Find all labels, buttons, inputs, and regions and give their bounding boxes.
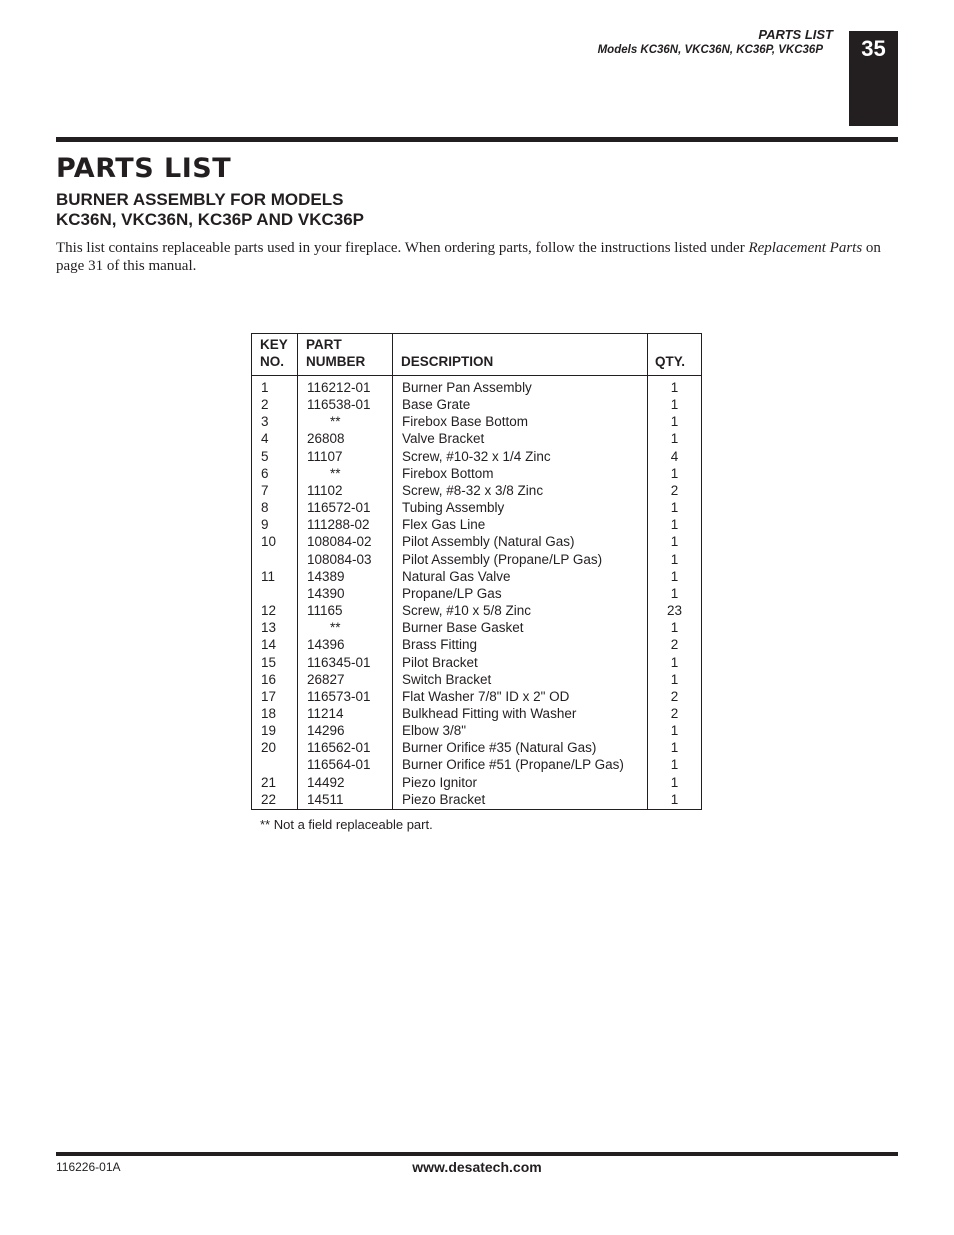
table-row bbox=[252, 533, 702, 550]
cell-qty: 1 bbox=[670, 585, 679, 601]
cell-key-no bbox=[252, 756, 298, 773]
table-row bbox=[252, 516, 702, 533]
cell-key-no: 16 bbox=[252, 671, 298, 688]
cell-qty: 1 bbox=[670, 723, 679, 739]
cell-key-no: 17 bbox=[252, 688, 298, 705]
cell-key-no: 14 bbox=[252, 636, 298, 653]
table-row bbox=[252, 482, 702, 499]
cell-description: Flex Gas Line bbox=[393, 516, 648, 533]
cell-qty: 1 bbox=[670, 431, 679, 447]
cell-part-number: 11107 bbox=[298, 448, 393, 465]
cell-qty: 1 bbox=[670, 380, 679, 395]
header-part-line1: PART bbox=[306, 337, 342, 352]
cell-description: Pilot Assembly (Propane/LP Gas) bbox=[393, 551, 648, 568]
page-title: PARTS LIST bbox=[56, 153, 232, 184]
cell-part-number: 11165 bbox=[298, 602, 393, 619]
cell-key-no: 1 bbox=[252, 376, 298, 397]
cell-qty: 1 bbox=[670, 465, 679, 481]
cell-key-no: 20 bbox=[252, 739, 298, 756]
table-row bbox=[252, 585, 702, 602]
cell-qty: 23 bbox=[666, 603, 683, 619]
cell-key-no: 12 bbox=[252, 602, 298, 619]
table-row bbox=[252, 791, 702, 810]
cell-qty: 2 bbox=[670, 688, 679, 704]
cell-key-no: 5 bbox=[252, 448, 298, 465]
cell-key-no: 15 bbox=[252, 654, 298, 671]
cell-part-number: 116564-01 bbox=[298, 756, 393, 773]
cell-key-no: 7 bbox=[252, 482, 298, 499]
cell-description: Tubing Assembly bbox=[393, 499, 648, 516]
cell-description: Burner Pan Assembly bbox=[393, 376, 648, 397]
cell-part-number: ** bbox=[298, 413, 393, 430]
cell-part-number: 11214 bbox=[298, 705, 393, 722]
table-row bbox=[252, 688, 702, 705]
table-row bbox=[252, 722, 702, 739]
parts-table-body bbox=[252, 376, 702, 810]
page-number: 35 bbox=[861, 36, 886, 61]
cell-part-number: 111288-02 bbox=[298, 516, 393, 533]
table-row bbox=[252, 568, 702, 585]
section-subtitle bbox=[56, 190, 364, 230]
cell-part-number: 14396 bbox=[298, 636, 393, 653]
cell-part-number: 116345-01 bbox=[298, 654, 393, 671]
cell-qty: 2 bbox=[670, 705, 679, 721]
header-description: DESCRIPTION bbox=[393, 334, 648, 376]
table-row bbox=[252, 430, 702, 447]
cell-key-no: 22 bbox=[252, 791, 298, 810]
table-row bbox=[252, 499, 702, 516]
cell-description: Firebox Bottom bbox=[393, 465, 648, 482]
cell-qty: 1 bbox=[670, 654, 679, 670]
cell-description: Burner Orifice #35 (Natural Gas) bbox=[393, 739, 648, 756]
cell-description: Natural Gas Valve bbox=[393, 568, 648, 585]
website-link[interactable]: www.desatech.com bbox=[412, 1159, 542, 1175]
header-key-no bbox=[252, 334, 298, 376]
document-number: 116226-01A bbox=[56, 1160, 121, 1174]
table-row bbox=[252, 654, 702, 671]
cell-description: Brass Fitting bbox=[393, 636, 648, 653]
cell-qty: 1 bbox=[670, 397, 679, 413]
cell-qty: 1 bbox=[670, 500, 679, 516]
intro-emphasis: Replacement Parts bbox=[748, 240, 863, 256]
table-row bbox=[252, 602, 702, 619]
cell-qty: 1 bbox=[670, 517, 679, 533]
cell-description: Pilot Bracket bbox=[393, 654, 648, 671]
cell-description: Switch Bracket bbox=[393, 671, 648, 688]
header-part-line2: NUMBER bbox=[306, 354, 366, 369]
cell-part-number: 26827 bbox=[298, 671, 393, 688]
cell-description: Burner Orifice #51 (Propane/LP Gas) bbox=[393, 756, 648, 773]
header-key-line1: KEY bbox=[260, 337, 288, 352]
cell-part-number: 108084-02 bbox=[298, 533, 393, 550]
cell-key-no: 6 bbox=[252, 465, 298, 482]
cell-key-no: 8 bbox=[252, 499, 298, 516]
cell-qty: 2 bbox=[670, 637, 679, 653]
table-row bbox=[252, 551, 702, 568]
cell-qty: 2 bbox=[670, 482, 679, 498]
cell-key-no: 9 bbox=[252, 516, 298, 533]
cell-qty: 1 bbox=[670, 414, 679, 430]
cell-key-no: 21 bbox=[252, 774, 298, 791]
cell-qty: 1 bbox=[670, 620, 679, 636]
table-row bbox=[252, 413, 702, 430]
cell-key-no: 4 bbox=[252, 430, 298, 447]
cell-description: Base Grate bbox=[393, 396, 648, 413]
cell-part-number: 116572-01 bbox=[298, 499, 393, 516]
cell-qty: 1 bbox=[670, 534, 679, 550]
header-models: Models KC36N, VKC36N, KC36P, VKC36P bbox=[597, 44, 823, 56]
intro-text-before: This list contains replaceable parts used in your fireplace. When ordering parts, follow the instructions listed under bbox=[56, 240, 749, 256]
cell-key-no bbox=[252, 551, 298, 568]
cell-qty: 1 bbox=[670, 774, 679, 790]
cell-part-number: 11102 bbox=[298, 482, 393, 499]
cell-qty: 1 bbox=[670, 551, 679, 567]
table-row bbox=[252, 774, 702, 791]
table-row bbox=[252, 448, 702, 465]
cell-part-number: 26808 bbox=[298, 430, 393, 447]
cell-description: Bulkhead Fitting with Washer bbox=[393, 705, 648, 722]
cell-part-number: 116573-01 bbox=[298, 688, 393, 705]
parts-table bbox=[251, 333, 702, 810]
cell-key-no: 18 bbox=[252, 705, 298, 722]
cell-part-number: 14492 bbox=[298, 774, 393, 791]
subtitle-line-1: BURNER ASSEMBLY FOR MODELS bbox=[56, 190, 344, 209]
top-divider bbox=[56, 137, 898, 142]
cell-key-no: 3 bbox=[252, 413, 298, 430]
cell-part-number: 14390 bbox=[298, 585, 393, 602]
cell-description: Burner Base Gasket bbox=[393, 619, 648, 636]
cell-part-number: 108084-03 bbox=[298, 551, 393, 568]
cell-part-number: ** bbox=[298, 619, 393, 636]
header-section-title: PARTS LIST bbox=[758, 27, 833, 42]
page-number-tab bbox=[849, 31, 898, 126]
cell-key-no: 2 bbox=[252, 396, 298, 413]
table-row bbox=[252, 465, 702, 482]
cell-part-number: 14389 bbox=[298, 568, 393, 585]
cell-qty: 1 bbox=[670, 568, 679, 584]
cell-part-number: 14511 bbox=[298, 791, 393, 810]
cell-key-no: 19 bbox=[252, 722, 298, 739]
cell-key-no: 11 bbox=[252, 568, 298, 585]
table-row bbox=[252, 756, 702, 773]
table-row bbox=[252, 705, 702, 722]
table-header-row bbox=[252, 334, 702, 376]
table-row bbox=[252, 376, 702, 397]
subtitle-line-2: KC36N, VKC36N, KC36P AND VKC36P bbox=[56, 210, 364, 229]
cell-qty: 1 bbox=[670, 791, 679, 807]
header-part-number bbox=[298, 334, 393, 376]
cell-part-number: 116562-01 bbox=[298, 739, 393, 756]
cell-description: Screw, #8-32 x 3/8 Zinc bbox=[393, 482, 648, 499]
cell-description: Piezo Ignitor bbox=[393, 774, 648, 791]
table-row bbox=[252, 619, 702, 636]
cell-part-number: 116538-01 bbox=[298, 396, 393, 413]
cell-qty: 1 bbox=[670, 740, 679, 756]
header-qty: QTY. bbox=[648, 334, 702, 376]
table-row bbox=[252, 739, 702, 756]
cell-description: Firebox Base Bottom bbox=[393, 413, 648, 430]
cell-key-no: 10 bbox=[252, 533, 298, 550]
table-row bbox=[252, 636, 702, 653]
cell-key-no bbox=[252, 585, 298, 602]
cell-description: Elbow 3/8" bbox=[393, 722, 648, 739]
cell-part-number: 14296 bbox=[298, 722, 393, 739]
intro-paragraph bbox=[56, 239, 898, 275]
cell-qty: 4 bbox=[670, 448, 679, 464]
table-row bbox=[252, 671, 702, 688]
footnote: ** Not a field replaceable part. bbox=[260, 817, 433, 832]
cell-description: Flat Washer 7/8" ID x 2" OD bbox=[393, 688, 648, 705]
cell-key-no: 13 bbox=[252, 619, 298, 636]
header-key-line2: NO. bbox=[260, 354, 285, 369]
table-row bbox=[252, 396, 702, 413]
cell-part-number: ** bbox=[298, 465, 393, 482]
cell-qty: 1 bbox=[670, 757, 679, 773]
cell-description: Pilot Assembly (Natural Gas) bbox=[393, 533, 648, 550]
cell-description: Screw, #10 x 5/8 Zinc bbox=[393, 602, 648, 619]
cell-description: Valve Bracket bbox=[393, 430, 648, 447]
cell-description: Propane/LP Gas bbox=[393, 585, 648, 602]
cell-description: Screw, #10-32 x 1/4 Zinc bbox=[393, 448, 648, 465]
cell-description: Piezo Bracket bbox=[393, 791, 648, 810]
intro-text-after: on page 31 of this manual. bbox=[56, 240, 881, 274]
cell-qty: 1 bbox=[670, 671, 679, 687]
cell-part-number: 116212-01 bbox=[298, 376, 393, 397]
bottom-divider bbox=[56, 1152, 898, 1156]
